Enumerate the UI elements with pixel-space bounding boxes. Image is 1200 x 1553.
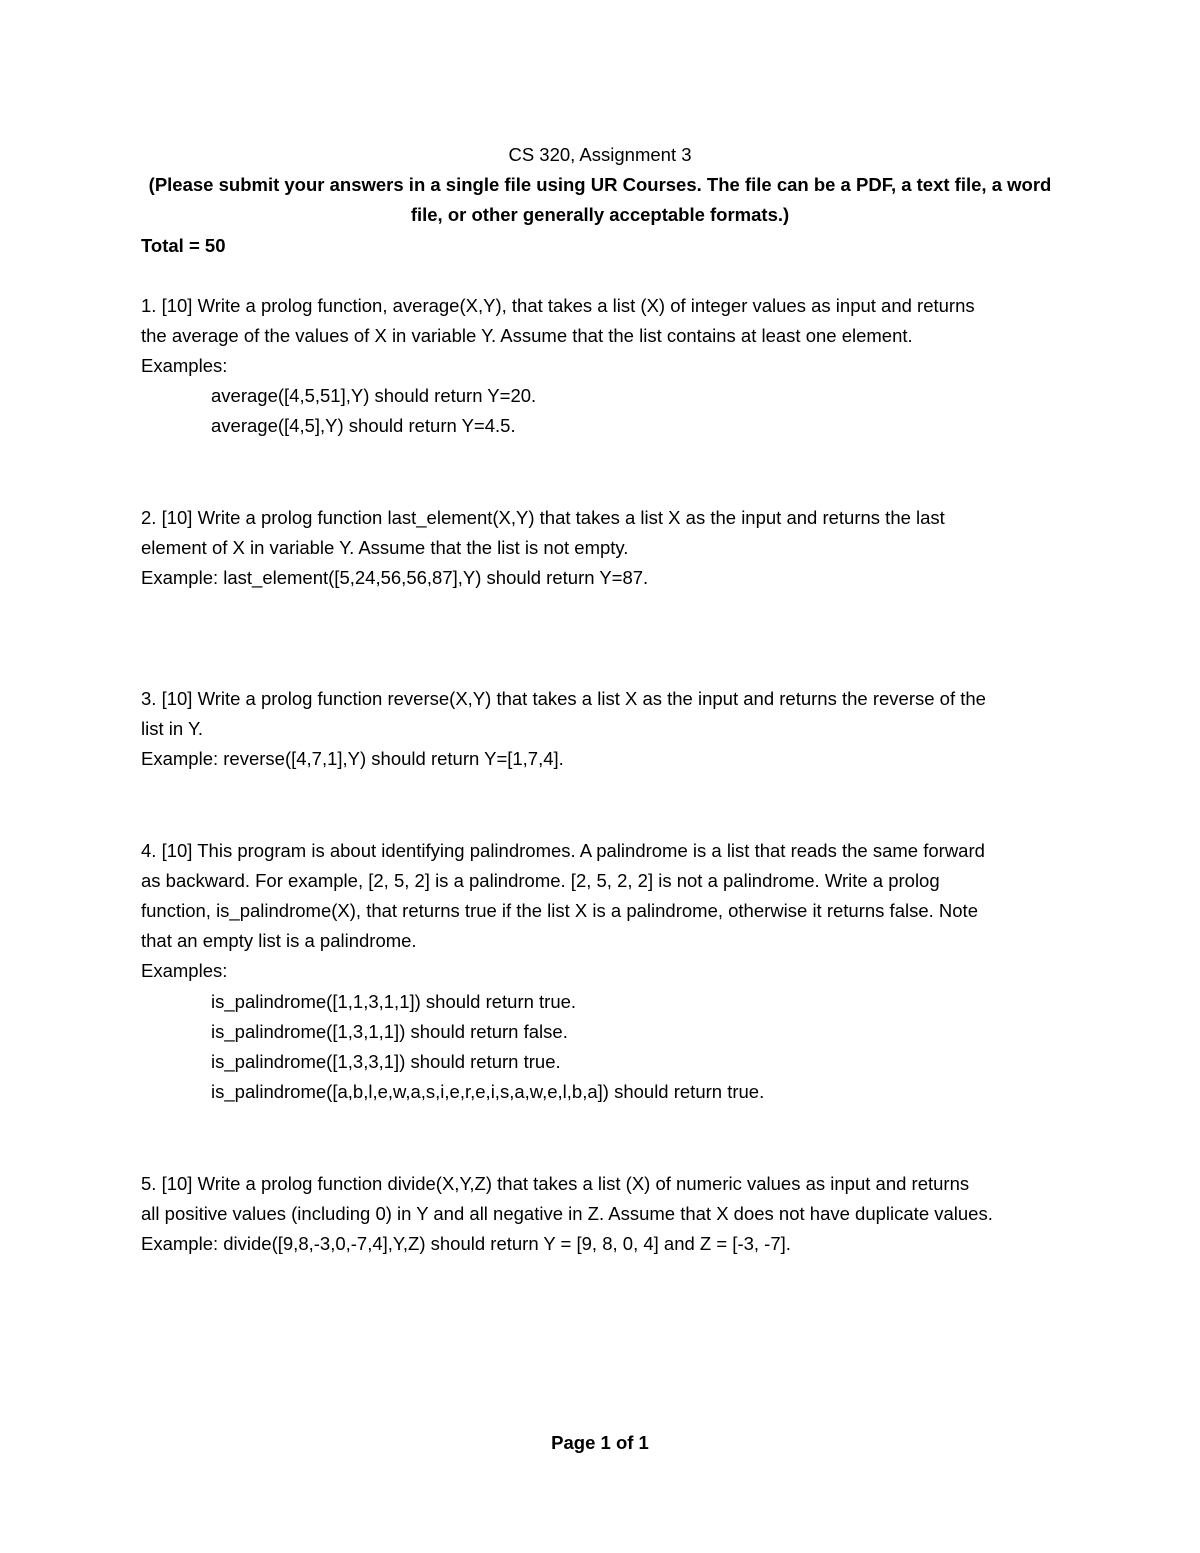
question-4-example: is_palindrome([1,3,3,1]) should return true. (211, 1051, 561, 1072)
question-1-line2: the average of the values of X in variable Y. Assume that the list contains at least one element. (141, 325, 913, 346)
question-number: 1. (141, 295, 157, 316)
question-3-line2: list in Y. (141, 718, 204, 739)
question-marks: [10] (161, 840, 193, 861)
question-3-example: Example: reverse([4,7,1],Y) should return Y=[1,7,4]. (141, 748, 564, 769)
question-1-line1: 1. [10] Write a prolog function, average(X,Y), that takes a list (X) of integer values as input and returns (141, 295, 975, 316)
question-number: 4. (141, 840, 157, 861)
question-2-line1: 2. [10] Write a prolog function last_element(X,Y) that takes a list X as the input and returns the last (141, 507, 945, 528)
submission-instructions-line1: (Please submit your answers in a single file using UR Courses. The file can be a PDF, a text file, a word (148, 174, 1052, 195)
question-number: 2. (141, 507, 157, 528)
question-4-example: is_palindrome([1,3,1,1]) should return false. (211, 1021, 568, 1042)
question-4-example: is_palindrome([a,b,l,e,w,a,s,i,e,r,e,i,s,a,w,e,l,b,a]) should return true. (211, 1081, 765, 1102)
question-1-example: average([4,5],Y) should return Y=4.5. (211, 415, 516, 436)
question-4-example: is_palindrome([1,1,3,1,1]) should return true. (211, 991, 577, 1012)
total-marks: Total = 50 (141, 235, 226, 256)
question-number: 5. (141, 1173, 157, 1194)
question-4-examples-label: Examples: (141, 960, 228, 981)
page-number-footer: Page 1 of 1 (551, 1432, 649, 1453)
assignment-title: CS 320, Assignment 3 (508, 144, 692, 165)
question-2-example: Example: last_element([5,24,56,56,87],Y) should return Y=87. (141, 567, 649, 588)
question-marks: [10] (161, 688, 193, 709)
question-1-examples-label: Examples: (141, 355, 228, 376)
question-5-line1: 5. [10] Write a prolog function divide(X,Y,Z) that takes a list (X) of numeric values as input and returns (141, 1173, 970, 1194)
submission-instructions-line2: file, or other generally acceptable formats.) (410, 204, 790, 225)
question-marks: [10] (161, 507, 193, 528)
question-5-example: Example: divide([9,8,-3,0,-7,4],Y,Z) should return Y = [9, 8, 0, 4] and Z = [-3, -7]. (141, 1233, 791, 1254)
question-1-example: average([4,5,51],Y) should return Y=20. (211, 385, 537, 406)
question-2-line2: element of X in variable Y. Assume that the list is not empty. (141, 537, 629, 558)
question-marks: [10] (161, 1173, 193, 1194)
question-3-line1: 3. [10] Write a prolog function reverse(X,Y) that takes a list X as the input and returns the reverse of the (141, 688, 986, 709)
question-5-line2: all positive values (including 0) in Y and all negative in Z. Assume that X does not have duplicate values. (141, 1203, 993, 1224)
question-4-line2: as backward. For example, [2, 5, 2] is a palindrome. [2, 5, 2, 2] is not a palindrome. Write a prolog (141, 870, 940, 891)
question-number: 3. (141, 688, 157, 709)
question-4-line3: function, is_palindrome(X), that returns true if the list X is a palindrome, otherwise it returns false. Note (141, 900, 978, 921)
question-4-line1: 4. [10] This program is about identifying palindromes. A palindrome is a list that reads the same forward (141, 840, 985, 861)
question-marks: [10] (161, 295, 193, 316)
question-4-line4: that an empty list is a palindrome. (141, 930, 417, 951)
